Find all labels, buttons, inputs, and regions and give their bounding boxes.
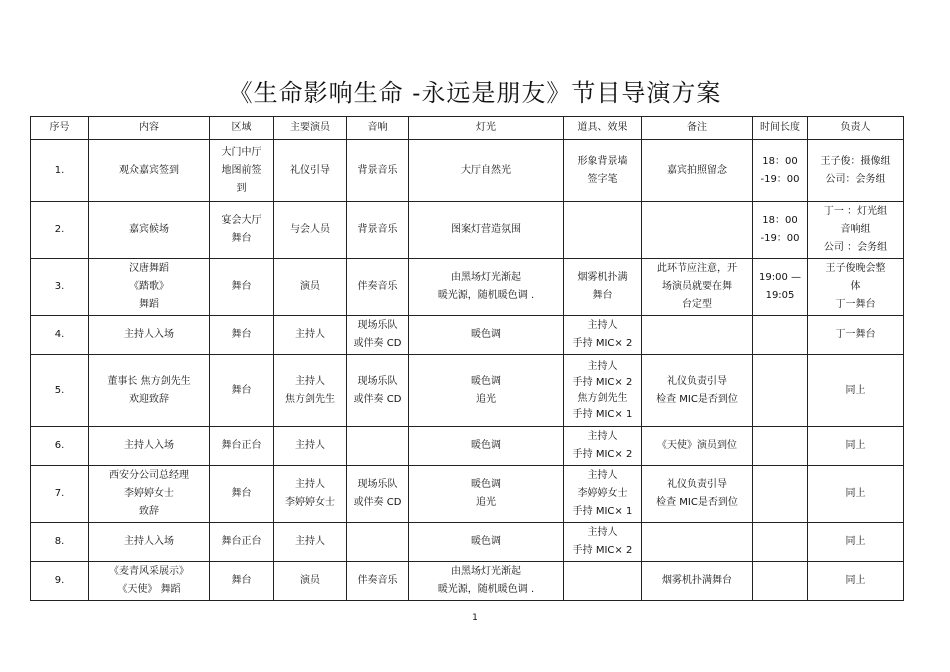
cell-text-line: 嘉宾拍照留念 — [667, 164, 727, 176]
column-header: 备注 — [642, 117, 753, 140]
audio-cell — [347, 316, 409, 355]
props-effects-cell — [564, 562, 642, 601]
cell-text-line: 伴奏音乐 — [357, 575, 398, 586]
duration-cell — [753, 202, 808, 259]
cell-text-line: 《踏歌》 — [129, 281, 169, 292]
audio-cell — [347, 140, 409, 202]
cell-text-line: 手持 MIC× 2 — [572, 449, 633, 460]
duration-cell — [753, 466, 808, 523]
cell-text-line: 大厅自然光 — [461, 164, 511, 176]
area-cell — [210, 202, 274, 259]
cell-text-line: 主持人 — [587, 320, 618, 331]
duration-cell — [753, 140, 808, 202]
cell-text-line: 主持人 — [587, 431, 618, 442]
notes-cell — [642, 259, 753, 316]
cell-text-line: 暖色调 — [471, 479, 501, 490]
props-effects-cell — [564, 427, 642, 466]
lighting-cell — [409, 427, 564, 466]
seq-cell — [31, 427, 89, 466]
cell-text-line: 李婷婷女士 — [285, 497, 335, 508]
cell-text-line: 暖色调 — [471, 375, 501, 387]
table-row — [31, 316, 904, 355]
owner-cell — [808, 140, 904, 202]
owner-cell — [808, 523, 904, 562]
cell-text-line: 演员 — [300, 281, 320, 292]
cell-text-line: 主持人入场 — [124, 536, 174, 547]
table-body — [31, 140, 904, 601]
notes-cell — [642, 316, 753, 355]
cell-text-line: 现场乐队 — [357, 320, 398, 331]
area-cell — [210, 355, 274, 427]
content-cell — [89, 355, 210, 427]
column-header: 音响 — [347, 117, 409, 140]
cell-text-line: 宴会大厅 — [221, 215, 262, 226]
cell-text-line: 由黑场灯光渐起 — [451, 566, 521, 577]
cell-text-line: 3. — [54, 281, 65, 292]
area-cell — [210, 466, 274, 523]
column-header: 道具、效果 — [564, 117, 642, 140]
cell-text-line: 公司：会务组 — [825, 173, 886, 185]
column-header: 区域 — [210, 117, 274, 140]
cell-text-line: 暖光源，随机暖色调 . — [437, 290, 535, 301]
cell-text-line: 董事长 焦方剑先生 — [107, 375, 191, 387]
audio-cell — [347, 355, 409, 427]
seq-cell — [31, 466, 89, 523]
cell-text-line: 烟雾机扑满舞台 — [662, 575, 732, 586]
cell-text-line: 舞台 — [231, 281, 252, 292]
audio-cell — [347, 523, 409, 562]
props-effects-cell — [564, 202, 642, 259]
cell-text-line: 1. — [54, 164, 65, 176]
cell-text-line: 丁一 ：灯光组 — [823, 206, 888, 217]
table-row — [31, 523, 904, 562]
notes-cell — [642, 523, 753, 562]
cell-text-line: 现场乐队 — [357, 479, 398, 490]
cell-text-line: 地图前签 — [221, 164, 262, 176]
cell-text-line: 检查 MIC是否到位 — [656, 393, 738, 405]
table-row — [31, 427, 904, 466]
cell-text-line: 舞台 — [231, 329, 252, 340]
cell-text-line: 演员 — [300, 575, 320, 586]
lighting-cell — [409, 562, 564, 601]
cell-text-line: 体 — [850, 281, 861, 292]
program-table-wrapper — [30, 116, 903, 601]
lighting-cell — [409, 355, 564, 427]
owner-cell — [808, 562, 904, 601]
props-effects-cell — [564, 355, 642, 427]
audio-cell — [347, 202, 409, 259]
cell-text-line: 19:05 — [765, 290, 795, 301]
cell-text-line: 主持人 — [587, 360, 618, 372]
cell-text-line: 同上 — [845, 536, 866, 547]
owner-cell — [808, 259, 904, 316]
cell-text-line: 焦方剑先生 — [285, 393, 335, 405]
table-row — [31, 259, 904, 316]
cell-text-line: 同上 — [845, 488, 866, 499]
page-number: 1 — [472, 613, 478, 623]
cell-text-line: 4. — [54, 329, 65, 340]
cell-text-line: 或伴奏 CD — [353, 393, 402, 405]
performer-cell — [274, 427, 347, 466]
cell-text-line: 李婷婷女士 — [124, 488, 174, 499]
cell-text-line: 礼仪引导 — [290, 164, 330, 176]
cell-text-line: 公司 ：会务组 — [823, 242, 888, 253]
performer-cell — [274, 562, 347, 601]
cell-text-line: 《麦青风采展示》 — [109, 566, 189, 577]
cell-text-line: 暖色调 — [471, 536, 501, 547]
cell-text-line: 主持人 — [295, 329, 325, 340]
cell-text-line: 主持人 — [295, 375, 325, 387]
cell-text-line: 现场乐队 — [357, 375, 398, 387]
cell-text-line: 手持 MIC× 1 — [572, 408, 633, 420]
area-cell — [210, 316, 274, 355]
table-row — [31, 140, 904, 202]
audio-cell — [347, 427, 409, 466]
cell-text-line: 形象背景墙 — [577, 155, 628, 167]
cell-text-line: 手持 MIC× 2 — [572, 376, 633, 388]
audio-cell — [347, 562, 409, 601]
owner-cell — [808, 355, 904, 427]
cell-text-line: 舞蹈 — [139, 299, 159, 310]
cell-text-line: 舞台正台 — [221, 440, 262, 451]
audio-cell — [347, 466, 409, 523]
cell-text-line: 《天使》演员到位 — [657, 440, 737, 451]
cell-text-line: 手持 MIC× 1 — [572, 506, 633, 517]
seq-cell — [31, 562, 89, 601]
column-header: 灯光 — [409, 117, 564, 140]
cell-text-line: 手持 MIC× 2 — [572, 545, 633, 556]
area-cell — [210, 562, 274, 601]
cell-text-line: 主持人 — [587, 470, 618, 481]
cell-text-line: 主持人入场 — [124, 329, 174, 340]
owner-cell — [808, 202, 904, 259]
notes-cell — [642, 140, 753, 202]
seq-cell — [31, 202, 89, 259]
content-cell — [89, 316, 210, 355]
cell-text-line: -19：00 — [760, 173, 800, 185]
cell-text-line: 丁一舞台 — [835, 329, 876, 340]
cell-text-line: 同上 — [845, 440, 866, 451]
cell-text-line: 暖光源，随机暖色调 . — [437, 584, 535, 595]
audio-cell — [347, 259, 409, 316]
content-cell — [89, 523, 210, 562]
column-header: 序号 — [31, 117, 89, 140]
column-header: 负责人 — [808, 117, 904, 140]
cell-text-line: 礼仪负责引导 — [667, 375, 727, 387]
cell-text-line: 主持人 — [295, 536, 325, 547]
duration-cell — [753, 427, 808, 466]
cell-text-line: 丁一舞台 — [835, 299, 876, 310]
content-cell — [89, 466, 210, 523]
cell-text-line: 签字笔 — [587, 173, 618, 185]
cell-text-line: 主持人 — [587, 527, 618, 538]
cell-text-line: 《天使》 舞蹈 — [117, 584, 181, 595]
cell-text-line: 与会人员 — [290, 224, 330, 235]
cell-text-line: 5. — [54, 384, 65, 396]
cell-text-line: 舞台 — [231, 233, 252, 244]
duration-cell — [753, 355, 808, 427]
cell-text-line: 到 — [236, 182, 247, 194]
performer-cell — [274, 523, 347, 562]
cell-text-line: 18：00 — [762, 155, 798, 167]
cell-text-line: 暖色调 — [471, 329, 501, 340]
cell-text-line: 嘉宾候场 — [129, 224, 169, 235]
seq-cell — [31, 523, 89, 562]
table-row — [31, 355, 904, 427]
cell-text-line: 追光 — [476, 497, 496, 508]
column-header: 主要演员 — [274, 117, 347, 140]
cell-text-line: 2. — [54, 224, 65, 235]
cell-text-line: 暖色调 — [471, 440, 501, 451]
props-effects-cell — [564, 140, 642, 202]
notes-cell — [642, 562, 753, 601]
cell-text-line: 舞台正台 — [221, 536, 262, 547]
props-effects-cell — [564, 523, 642, 562]
cell-text-line: 汉唐舞蹈 — [129, 263, 169, 274]
cell-text-line: 台定型 — [682, 299, 712, 310]
notes-cell — [642, 202, 753, 259]
cell-text-line: 舞台 — [231, 575, 252, 586]
cell-text-line: 手持 MIC× 2 — [572, 338, 633, 349]
performer-cell — [274, 202, 347, 259]
cell-text-line: 追光 — [476, 393, 496, 405]
cell-text-line: 7. — [54, 488, 65, 499]
cell-text-line: 李婷婷女士 — [577, 488, 628, 499]
performer-cell — [274, 259, 347, 316]
page-title: 《生命影响生命 -永远是朋友》节目导演方案 — [228, 79, 722, 107]
performer-cell — [274, 140, 347, 202]
cell-text-line: 大门中厅 — [221, 146, 262, 158]
cell-text-line: 观众嘉宾签到 — [119, 164, 179, 176]
cell-text-line: 或伴奏 CD — [353, 497, 402, 508]
lighting-cell — [409, 466, 564, 523]
cell-text-line: 西安分公司总经理 — [109, 470, 189, 481]
cell-text-line: 由黑场灯光渐起 — [451, 272, 521, 283]
props-effects-cell — [564, 466, 642, 523]
owner-cell — [808, 427, 904, 466]
cell-text-line: 19:00 — — [759, 272, 801, 283]
seq-cell — [31, 140, 89, 202]
table-header-row — [31, 117, 904, 140]
program-table — [30, 116, 904, 601]
cell-text-line: 致辞 — [139, 506, 159, 517]
column-header: 时间长度 — [753, 117, 808, 140]
performer-cell — [274, 316, 347, 355]
cell-text-line: 或伴奏 CD — [353, 338, 402, 349]
notes-cell — [642, 466, 753, 523]
cell-text-line: 舞台 — [592, 290, 613, 301]
cell-text-line: 同上 — [845, 384, 866, 396]
content-cell — [89, 140, 210, 202]
column-header: 内容 — [89, 117, 210, 140]
cell-text-line: 6. — [54, 440, 65, 451]
props-effects-cell — [564, 259, 642, 316]
seq-cell — [31, 259, 89, 316]
lighting-cell — [409, 316, 564, 355]
notes-cell — [642, 427, 753, 466]
cell-text-line: 背景音乐 — [357, 224, 398, 235]
cell-text-line: 主持人 — [295, 440, 325, 451]
table-row — [31, 466, 904, 523]
cell-text-line: 王子俊：摄像组 — [820, 155, 891, 167]
cell-text-line: 图案灯营造氛围 — [451, 224, 521, 235]
area-cell — [210, 259, 274, 316]
cell-text-line: 主持人入场 — [124, 440, 174, 451]
owner-cell — [808, 466, 904, 523]
cell-text-line: 礼仪负责引导 — [667, 479, 727, 490]
cell-text-line: 场演员就要在舞 — [662, 281, 732, 292]
lighting-cell — [409, 140, 564, 202]
performer-cell — [274, 355, 347, 427]
cell-text-line: 音响组 — [840, 224, 871, 235]
cell-text-line: 同上 — [845, 575, 866, 586]
cell-text-line: 主持人 — [295, 479, 325, 490]
area-cell — [210, 523, 274, 562]
cell-text-line: 焦方剑先生 — [577, 392, 628, 404]
cell-text-line: 18：00 — [762, 215, 798, 226]
seq-cell — [31, 355, 89, 427]
lighting-cell — [409, 523, 564, 562]
content-cell — [89, 202, 210, 259]
cell-text-line: 9. — [54, 575, 65, 586]
cell-text-line: 8. — [54, 536, 65, 547]
table-row — [31, 202, 904, 259]
cell-text-line: 检查 MIC是否到位 — [656, 497, 738, 508]
performer-cell — [274, 466, 347, 523]
cell-text-line: 背景音乐 — [357, 164, 398, 176]
duration-cell — [753, 523, 808, 562]
notes-cell — [642, 355, 753, 427]
duration-cell — [753, 259, 808, 316]
owner-cell — [808, 316, 904, 355]
cell-text-line: 欢迎致辞 — [129, 393, 169, 405]
cell-text-line: 舞台 — [231, 384, 252, 396]
area-cell — [210, 140, 274, 202]
seq-cell — [31, 316, 89, 355]
lighting-cell — [409, 259, 564, 316]
cell-text-line: 王子俊晚会整 — [825, 263, 886, 274]
cell-text-line: 烟雾机扑满 — [577, 272, 628, 283]
content-cell — [89, 259, 210, 316]
table-row — [31, 562, 904, 601]
content-cell — [89, 562, 210, 601]
duration-cell — [753, 562, 808, 601]
lighting-cell — [409, 202, 564, 259]
area-cell — [210, 427, 274, 466]
duration-cell — [753, 316, 808, 355]
cell-text-line: 此环节应注意，开 — [657, 263, 737, 274]
content-cell — [89, 427, 210, 466]
props-effects-cell — [564, 316, 642, 355]
cell-text-line: 伴奏音乐 — [357, 281, 398, 292]
cell-text-line: 舞台 — [231, 488, 252, 499]
cell-text-line: -19：00 — [760, 233, 800, 244]
